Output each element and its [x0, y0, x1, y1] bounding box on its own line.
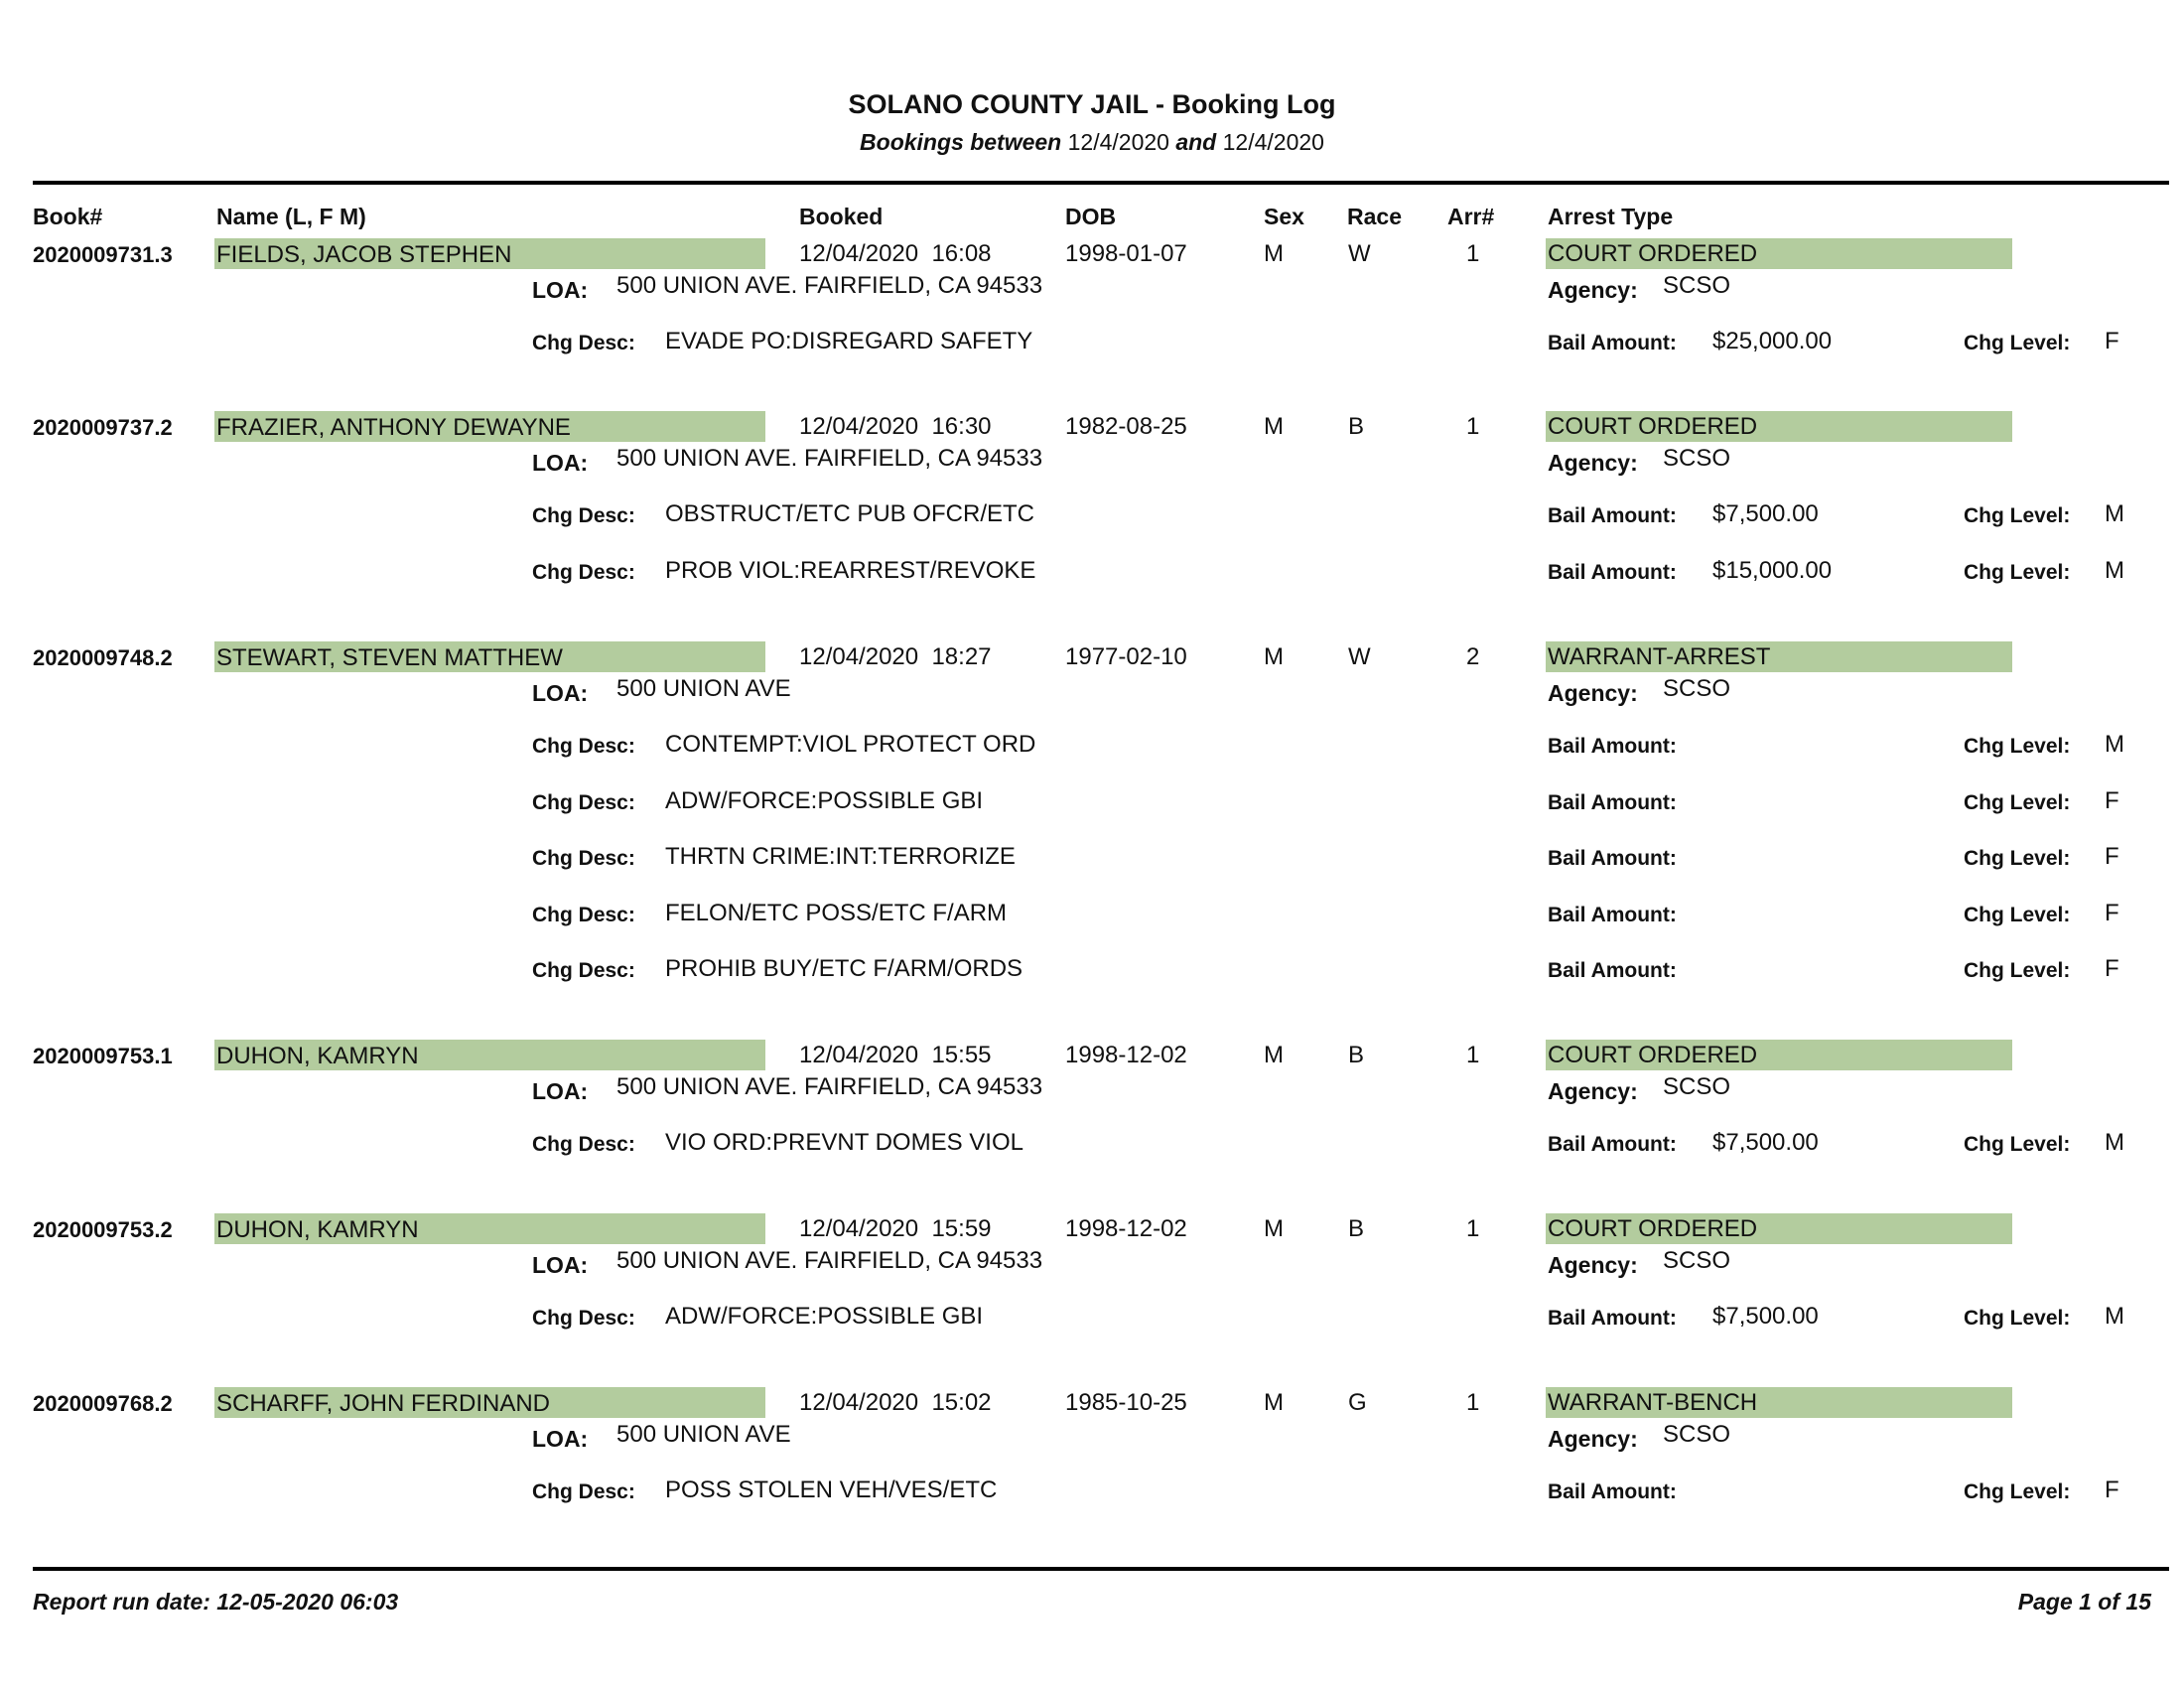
loa-label: LOA: [532, 277, 589, 303]
chg-level-label: Chg Level: [1964, 735, 2071, 758]
report-title: SOLANO COUNTY JAIL - Booking Log [848, 89, 1336, 119]
bail-amount-label: Bail Amount: [1548, 1307, 1677, 1330]
agency-name: SCSO [1663, 1421, 1731, 1448]
chg-level-label: Chg Level: [1964, 959, 2071, 982]
agency-label: Agency: [1548, 1252, 1638, 1278]
loa-address: 500 UNION AVE. FAIRFIELD, CA 94533 [616, 1247, 1043, 1274]
agency-label: Agency: [1548, 1426, 1638, 1452]
arrest-type: COURT ORDERED [1546, 1213, 2012, 1244]
loa-label: LOA: [532, 680, 589, 706]
loa-address: 500 UNION AVE. FAIRFIELD, CA 94533 [616, 272, 1043, 299]
charge-level: F [2105, 955, 2119, 982]
charge-level: F [2105, 843, 2119, 870]
header-rule [33, 181, 2169, 185]
race: B [1348, 1042, 1365, 1068]
report-subtitle [0, 129, 2184, 156]
book-number: 2020009748.2 [33, 645, 173, 670]
arrest-type: COURT ORDERED [1546, 411, 2012, 442]
arrest-number: 1 [1466, 1389, 1480, 1416]
bail-amount: $25,000.00 [1712, 328, 1833, 354]
charge-level: M [2105, 1129, 2124, 1156]
bail-amount-label: Bail Amount: [1548, 1480, 1677, 1503]
loa-address: 500 UNION AVE [616, 1421, 791, 1448]
sex: M [1264, 240, 1284, 267]
charge-level: M [2105, 1303, 2124, 1330]
sex: M [1264, 643, 1284, 670]
charge-level: F [2105, 900, 2119, 926]
agency-name: SCSO [1663, 1073, 1731, 1100]
charge-description: VIO ORD:PREVNT DOMES VIOL [665, 1129, 1024, 1156]
charge-level: M [2105, 500, 2124, 527]
loa-label: LOA: [532, 1078, 589, 1104]
date-of-birth: 1982-08-25 [1065, 413, 1187, 440]
bail-amount-label: Bail Amount: [1548, 904, 1677, 926]
footer-rule [33, 1567, 2169, 1571]
arrest-type: WARRANT-BENCH [1546, 1387, 2012, 1418]
chg-desc-label: Chg Desc: [532, 1307, 635, 1330]
charge-description: FELON/ETC POSS/ETC F/ARM [665, 900, 1008, 926]
charge-description: OBSTRUCT/ETC PUB OFCR/ETC [665, 500, 1035, 527]
charge-level: F [2105, 328, 2119, 354]
bail-amount-label: Bail Amount: [1548, 332, 1677, 354]
inmate-name: FIELDS, JACOB STEPHEN [214, 238, 765, 269]
booked-datetime: 12/04/2020 16:08 [799, 240, 992, 267]
charge-level: M [2105, 557, 2124, 584]
chg-desc-label: Chg Desc: [532, 791, 635, 814]
loa-address: 500 UNION AVE. FAIRFIELD, CA 94533 [616, 1073, 1043, 1100]
charge-level: F [2105, 787, 2119, 814]
arrest-number: 1 [1466, 413, 1480, 440]
agency-label: Agency: [1548, 450, 1638, 476]
bail-amount: $7,500.00 [1712, 1303, 1819, 1330]
arrest-number: 1 [1466, 1042, 1480, 1068]
booked-datetime: 12/04/2020 15:55 [799, 1042, 992, 1068]
charge-description: POSS STOLEN VEH/VES/ETC [665, 1477, 998, 1503]
bail-amount-label: Bail Amount: [1548, 561, 1677, 584]
inmate-name: SCHARFF, JOHN FERDINAND [214, 1387, 765, 1418]
book-number: 2020009753.2 [33, 1217, 173, 1242]
col-arr: Arr# [1447, 204, 1495, 229]
agency-name: SCSO [1663, 445, 1731, 472]
chg-level-label: Chg Level: [1964, 1480, 2071, 1503]
chg-desc-label: Chg Desc: [532, 332, 635, 354]
booked-datetime: 12/04/2020 15:02 [799, 1389, 992, 1416]
chg-level-label: Chg Level: [1964, 1307, 2071, 1330]
book-number: 2020009768.2 [33, 1391, 173, 1416]
arrest-number: 1 [1466, 1215, 1480, 1242]
bail-amount-label: Bail Amount: [1548, 735, 1677, 758]
agency-name: SCSO [1663, 675, 1731, 702]
booked-datetime: 12/04/2020 15:59 [799, 1215, 992, 1242]
col-race: Race [1347, 204, 1402, 229]
book-number: 2020009731.3 [33, 242, 173, 267]
charge-description: EVADE PO:DISREGARD SAFETY [665, 328, 1033, 354]
chg-desc-label: Chg Desc: [532, 847, 635, 870]
date-of-birth: 1998-12-02 [1065, 1215, 1187, 1242]
charge-description: THRTN CRIME:INT:TERRORIZE [665, 843, 1016, 870]
date-of-birth: 1985-10-25 [1065, 1389, 1187, 1416]
arrest-type: COURT ORDERED [1546, 238, 2012, 269]
chg-desc-label: Chg Desc: [532, 561, 635, 584]
charge-description: ADW/FORCE:POSSIBLE GBI [665, 787, 984, 814]
loa-label: LOA: [532, 1426, 589, 1452]
agency-name: SCSO [1663, 272, 1731, 299]
bail-amount: $15,000.00 [1712, 557, 1833, 584]
book-number: 2020009737.2 [33, 415, 173, 440]
bail-amount-label: Bail Amount: [1548, 504, 1677, 527]
chg-level-label: Chg Level: [1964, 332, 2071, 354]
subtitle-prefix: Bookings between [860, 129, 1062, 155]
date-of-birth: 1998-01-07 [1065, 240, 1187, 267]
charge-description: ADW/FORCE:POSSIBLE GBI [665, 1303, 984, 1330]
arrest-type: WARRANT-ARREST [1546, 641, 2012, 672]
sex: M [1264, 413, 1284, 440]
date-from: 12/4/2020 [1067, 129, 1169, 155]
chg-desc-label: Chg Desc: [532, 1480, 635, 1503]
booked-datetime: 12/04/2020 18:27 [799, 643, 992, 670]
chg-level-label: Chg Level: [1964, 847, 2071, 870]
chg-level-label: Chg Level: [1964, 904, 2071, 926]
agency-label: Agency: [1548, 680, 1638, 706]
bail-amount-label: Bail Amount: [1548, 1133, 1677, 1156]
agency-label: Agency: [1548, 1078, 1638, 1104]
agency-label: Agency: [1548, 277, 1638, 303]
report-run-date: Report run date: 12-05-2020 06:03 [33, 1589, 399, 1615]
race: B [1348, 1215, 1365, 1242]
agency-name: SCSO [1663, 1247, 1731, 1274]
arrest-type: COURT ORDERED [1546, 1040, 2012, 1070]
chg-desc-label: Chg Desc: [532, 504, 635, 527]
charge-level: F [2105, 1477, 2119, 1503]
chg-level-label: Chg Level: [1964, 791, 2071, 814]
loa-address: 500 UNION AVE. FAIRFIELD, CA 94533 [616, 445, 1043, 472]
date-to: 12/4/2020 [1222, 129, 1324, 155]
chg-level-label: Chg Level: [1964, 504, 2071, 527]
inmate-name: STEWART, STEVEN MATTHEW [214, 641, 765, 672]
race: W [1348, 240, 1371, 267]
race: G [1348, 1389, 1367, 1416]
col-booked: Booked [799, 204, 884, 229]
arrest-number: 2 [1466, 643, 1480, 670]
bail-amount: $7,500.00 [1712, 1129, 1819, 1156]
col-sex: Sex [1264, 204, 1304, 229]
sex: M [1264, 1042, 1284, 1068]
col-book: Book# [33, 204, 103, 229]
race: B [1348, 413, 1365, 440]
chg-desc-label: Chg Desc: [532, 959, 635, 982]
subtitle-and: and [1175, 129, 1217, 155]
date-of-birth: 1977-02-10 [1065, 643, 1187, 670]
charge-description: CONTEMPT:VIOL PROTECT ORD [665, 731, 1036, 758]
date-of-birth: 1998-12-02 [1065, 1042, 1187, 1068]
col-name: Name (L, F M) [216, 204, 366, 229]
col-dob: DOB [1065, 204, 1117, 229]
charge-level: M [2105, 731, 2124, 758]
chg-desc-label: Chg Desc: [532, 1133, 635, 1156]
chg-desc-label: Chg Desc: [532, 735, 635, 758]
inmate-name: FRAZIER, ANTHONY DEWAYNE [214, 411, 765, 442]
loa-label: LOA: [532, 1252, 589, 1278]
chg-desc-label: Chg Desc: [532, 904, 635, 926]
bail-amount-label: Bail Amount: [1548, 847, 1677, 870]
arrest-number: 1 [1466, 240, 1480, 267]
charge-description: PROB VIOL:REARREST/REVOKE [665, 557, 1036, 584]
col-arrest-type: Arrest Type [1548, 204, 1674, 229]
chg-level-label: Chg Level: [1964, 1133, 2071, 1156]
loa-label: LOA: [532, 450, 589, 476]
sex: M [1264, 1215, 1284, 1242]
inmate-name: DUHON, KAMRYN [214, 1040, 765, 1070]
bail-amount-label: Bail Amount: [1548, 959, 1677, 982]
sex: M [1264, 1389, 1284, 1416]
loa-address: 500 UNION AVE [616, 675, 791, 702]
race: W [1348, 643, 1371, 670]
charge-description: PROHIB BUY/ETC F/ARM/ORDS [665, 955, 1024, 982]
inmate-name: DUHON, KAMRYN [214, 1213, 765, 1244]
bail-amount-label: Bail Amount: [1548, 791, 1677, 814]
book-number: 2020009753.1 [33, 1044, 173, 1068]
page-number: Page 1 of 15 [2017, 1589, 2151, 1615]
booked-datetime: 12/04/2020 16:30 [799, 413, 992, 440]
chg-level-label: Chg Level: [1964, 561, 2071, 584]
bail-amount: $7,500.00 [1712, 500, 1819, 527]
